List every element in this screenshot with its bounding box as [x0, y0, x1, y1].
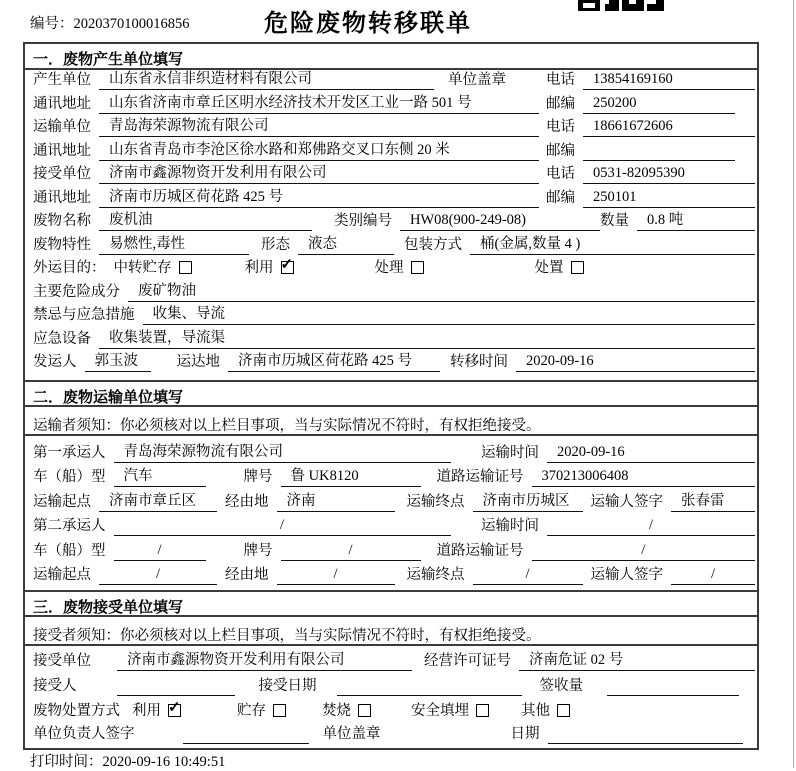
print-time-label: 打印时间： — [30, 754, 103, 770]
producer-row — [33, 68, 755, 90]
producer-value: 山东省永信非织造材料有限公司 — [99, 67, 434, 90]
traits-value: 易燃性,毒性 — [99, 232, 249, 255]
quantity-label: 数量 — [600, 213, 629, 229]
purpose-option-dispose-label: 处置 — [534, 260, 564, 276]
license2-label: 道路运输证号 — [436, 543, 524, 559]
zip1-value: 250200 — [583, 95, 735, 114]
page-title: 危险废物转移联单 — [264, 11, 472, 37]
phone1-value: 13854169160 — [583, 71, 755, 90]
disposal-option-use — [132, 699, 181, 721]
end2-value: / — [473, 566, 583, 585]
accept-unit-row — [33, 649, 755, 671]
waste-name-row — [33, 209, 755, 231]
other-checkbox — [557, 704, 570, 717]
time2-value: / — [547, 517, 755, 536]
time1-label: 运输时间 — [481, 445, 539, 461]
serial-value: 2020370100016856 — [73, 16, 190, 32]
plate1-label: 牌号 — [243, 469, 273, 485]
destination-label: 运达地 — [176, 354, 220, 370]
page-right-edge — [793, 0, 795, 768]
permit-value: 济南危证 02 号 — [519, 648, 755, 671]
receiver-row — [33, 162, 755, 184]
plate2-label: 牌号 — [243, 543, 273, 559]
zip3-label: 邮编 — [546, 190, 575, 206]
phone3-label: 电话 — [546, 166, 575, 182]
hazard-row — [33, 280, 755, 302]
plate1-value: 鲁 UK8120 — [281, 464, 421, 487]
form-label: 形态 — [261, 237, 290, 253]
disposal-option-incinerate — [322, 699, 371, 721]
shipper-row — [33, 350, 755, 372]
purpose-row — [33, 256, 755, 278]
use-checkbox — [281, 261, 294, 274]
end1-label: 运输终点 — [406, 494, 465, 510]
transporter-value: 青岛海荣源物流有限公司 — [99, 114, 539, 137]
vehicle1-label: 车（船）型 — [33, 469, 106, 485]
disposal-option-landfill-label: 安全填埋 — [411, 703, 469, 719]
vehicle2-label: 车（船）型 — [33, 543, 106, 559]
accept-unit-label: 接受单位 — [33, 653, 91, 669]
packing-value: 桶(金属,数量 4 ) — [470, 232, 755, 255]
license1-value: 370213006408 — [532, 468, 756, 487]
accept-date-label: 接受日期 — [258, 678, 317, 694]
via1-label: 经由地 — [225, 494, 269, 510]
transporter-label: 运输单位 — [33, 119, 91, 135]
purpose-option-use-label: 利用 — [244, 260, 274, 276]
carrier1-label: 第一承运人 — [33, 445, 106, 461]
carrier2-value: / — [114, 517, 451, 536]
zip1-label: 邮编 — [546, 96, 575, 112]
accept-unit-value: 济南市鑫源物资开发利用有限公司 — [117, 648, 412, 671]
taboo-value: 收集、导流 — [143, 302, 756, 325]
addr3-value: 济南市历城区荷花路 425 号 — [99, 185, 539, 208]
category-label: 类别编号 — [334, 213, 392, 229]
unit-seal-label: 单位盖章 — [448, 72, 506, 88]
carrier2-label: 第二承运人 — [33, 518, 106, 534]
zip2-value — [583, 142, 735, 161]
purpose-option-treat — [375, 256, 424, 278]
via1-value: 济南 — [277, 489, 395, 512]
transfer-time-value: 2020-09-16 — [516, 353, 755, 372]
disposal-method-row — [33, 699, 755, 721]
end1-value: 济南市历城区 — [473, 489, 583, 512]
transporter-address-row — [33, 139, 755, 161]
addr2-label: 通讯地址 — [33, 143, 91, 159]
sign-qty-value — [607, 677, 739, 696]
vehicle1-value: 汽车 — [114, 464, 206, 487]
incineration-checkbox — [358, 704, 371, 717]
origin1-label: 运输起点 — [33, 494, 91, 510]
purpose-option-treat-label: 处理 — [374, 260, 404, 276]
vehicle2-value: / — [114, 542, 206, 561]
purpose-option-transfer-label: 中转贮存 — [113, 260, 172, 276]
disposal-option-use-label: 利用 — [132, 703, 161, 719]
acceptor-row — [33, 674, 755, 696]
phone3-value: 0531-82095390 — [583, 165, 755, 184]
transfer-storage-checkbox — [179, 261, 192, 274]
sign-qty-label: 签收量 — [539, 678, 583, 694]
shipper-value: 郭玉波 — [85, 349, 151, 372]
carrier2-row — [33, 514, 755, 536]
carrier1-row — [33, 441, 755, 463]
manifest-form — [23, 42, 759, 750]
origin2-value: / — [99, 566, 217, 585]
purpose-option-dispose — [535, 256, 584, 278]
license1-label: 道路运输证号 — [436, 469, 524, 485]
acceptor-value — [117, 677, 235, 696]
packing-label: 包装方式 — [404, 237, 462, 253]
zip2-label: 邮编 — [546, 143, 575, 159]
purpose-option-use — [245, 256, 294, 278]
disposal-option-other-label: 其他 — [521, 703, 550, 719]
manager-sign-value — [183, 725, 309, 744]
manager-sign-row — [33, 722, 755, 744]
producer-label: 产生单位 — [33, 72, 91, 88]
section3-heading: 三．废物接受单位填写 — [25, 590, 757, 617]
addr2-value: 山东省青岛市李沧区徐水路和郑佛路交叉口东侧 20 米 — [99, 138, 539, 161]
taboo-row — [33, 303, 755, 325]
equipment-row — [33, 327, 755, 349]
transfer-time-label: 转移时间 — [450, 354, 508, 370]
vehicle2-row — [33, 539, 755, 561]
sign2-value: / — [671, 566, 755, 585]
section3-notice: 接受者须知：你必须核对以上栏目事项，当与实际情况不符时，有权拒绝接受。 — [25, 619, 757, 646]
hazard-value: 废矿物油 — [128, 279, 755, 302]
serial-label: 编号： — [30, 16, 74, 32]
disposal-method-label: 废物处置方式 — [33, 703, 120, 719]
plate2-value: / — [281, 542, 421, 561]
hazard-label: 主要危险成分 — [33, 284, 120, 300]
producer-address-row — [33, 92, 755, 114]
waste-traits-row — [33, 233, 755, 255]
origin1-value: 济南市章丘区 — [99, 489, 217, 512]
sign1-label: 运输人签字 — [590, 494, 663, 510]
disposal-option-storage — [237, 699, 286, 721]
phone2-value: 18661672606 — [583, 118, 755, 137]
phone1-label: 电话 — [546, 72, 575, 88]
purpose-label: 外运目的： — [33, 260, 106, 276]
disposal-option-storage-label: 贮存 — [237, 703, 266, 719]
destination-value: 济南市历城区荷花路 425 号 — [228, 349, 440, 372]
addr1-label: 通讯地址 — [33, 96, 91, 112]
transporter-row — [33, 115, 755, 137]
category-value: HW08(900-249-08) — [400, 212, 600, 231]
storage-checkbox — [273, 704, 286, 717]
via2-value: / — [277, 566, 395, 585]
unit-seal-label-2: 单位盖章 — [322, 726, 381, 742]
date-value — [548, 725, 744, 744]
addr3-label: 通讯地址 — [33, 190, 91, 206]
sign2-label: 运输人签字 — [590, 567, 663, 583]
disposal-option-incinerate-label: 焚烧 — [322, 703, 351, 719]
time2-label: 运输时间 — [481, 518, 539, 534]
sign1-value: 张春雷 — [671, 489, 755, 512]
equipment-label: 应急设备 — [33, 331, 91, 347]
route2-row — [33, 563, 755, 585]
disposal-option-landfill — [411, 699, 489, 721]
route1-row — [33, 490, 755, 512]
phone2-label: 电话 — [546, 119, 575, 135]
form-value: 液态 — [298, 232, 394, 255]
purpose-option-transfer — [114, 256, 192, 278]
accept-date-value — [337, 677, 522, 696]
date-label: 日期 — [510, 726, 540, 742]
via2-label: 经由地 — [225, 567, 269, 583]
shipper-label: 发运人 — [33, 354, 77, 370]
section1-heading: 一．废物产生单位填写 — [25, 44, 757, 70]
receiver-address-row — [33, 186, 755, 208]
permit-label: 经营许可证号 — [424, 653, 511, 669]
vehicle1-row — [33, 465, 755, 487]
section2-heading: 二．废物运输单位填写 — [25, 380, 757, 407]
use-checkbox-2 — [168, 704, 181, 717]
waste-name-value: 废机油 — [99, 208, 312, 231]
waste-name-label: 废物名称 — [33, 213, 91, 229]
disposal-checkbox — [571, 261, 584, 274]
carrier1-value: 青岛海荣源物流有限公司 — [114, 440, 451, 463]
equipment-value: 收集装置，导流渠 — [99, 326, 755, 349]
taboo-label: 禁忌与应急措施 — [33, 307, 135, 323]
qr-code-icon — [578, 0, 664, 11]
traits-label: 废物特性 — [33, 237, 91, 253]
receiver-value: 济南市鑫源物资开发利用有限公司 — [99, 161, 539, 184]
addr1-value: 山东省济南市章丘区明水经济技术开发区工业一路 501 号 — [99, 91, 539, 114]
end2-label: 运输终点 — [406, 567, 465, 583]
treatment-checkbox — [411, 261, 424, 274]
quantity-value: 0.8 吨 — [637, 208, 755, 231]
section2-notice: 运输者须知：你必须核对以上栏目事项，当与实际情况不符时，有权拒绝接受。 — [25, 409, 757, 436]
time1-value: 2020-09-16 — [547, 444, 755, 463]
receiver-label: 接受单位 — [33, 166, 91, 182]
zip3-value: 250101 — [583, 189, 755, 208]
print-time-value: 2020-09-16 10:49:51 — [102, 754, 226, 770]
license2-value: / — [532, 542, 756, 561]
origin2-label: 运输起点 — [33, 567, 91, 583]
manager-sign-label: 单位负责人签字 — [33, 726, 135, 742]
disposal-option-other — [521, 699, 570, 721]
acceptor-label: 接受人 — [33, 678, 77, 694]
landfill-checkbox — [476, 704, 489, 717]
